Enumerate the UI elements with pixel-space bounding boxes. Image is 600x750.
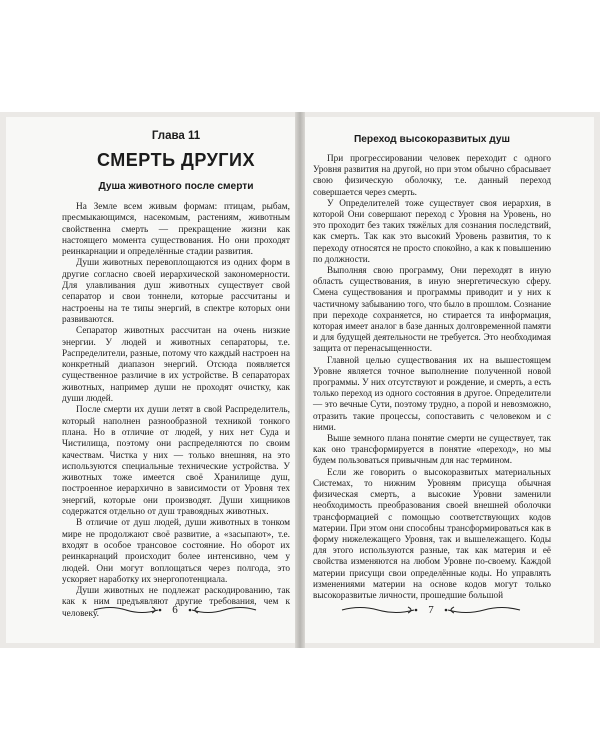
chapter-heading: Глава 11: [151, 130, 201, 142]
flourish-right-icon: [188, 604, 258, 616]
section-title: Душа животного после смерти: [98, 181, 254, 192]
flourish-right-icon: [444, 604, 522, 616]
paragraph: При прогрессировании человек переходит с одного Уровня развития на другой, но при этом обычно сбрасывает свою физическую оболочку, т.е. данный переход совершается через смерть.: [313, 153, 551, 197]
paragraph: У Определителей тоже существует своя иерархия, в которой Они совершают переход с Уровня на Уровень, но это проходит без таких тяжёлых для сознания последствий, как смерть. Так как это высокий Уровень развития, то к переходу относятся не просто спокойно, а как к повышению по должности.: [313, 197, 551, 264]
flourish-left-icon: [340, 604, 418, 616]
left-page-text: [62, 128, 290, 620]
right-page-text: [313, 128, 551, 601]
page-number: 7: [428, 604, 434, 616]
paragraph: После смерти их души летят в свой Распределитель, который наполнен разнообразной техникой тонкого плана. Но в отличие от людей, у них нет Суда и Чистилища, поэтому они распределяются по своим качествам. Чистка у них — только внешняя, на это используются специальные технические устройства. У животных тоже имеется своё Хранилище душ, построенное иерархично в зависимости от Уровня тех энергий, которые они производят. Души хищников содержатся отдельно от душ травоядных животных.: [62, 405, 290, 518]
section-title: Переход высокоразвитых душ: [353, 134, 511, 145]
page-number: 6: [172, 604, 178, 616]
paragraph: Сепаратор животных рассчитан на очень низкие энергии. У людей и животных сепараторы, т.е. Распределители, разные, потому что каждый настроен на конкретный диапазон энергий. Отсюда появляется существенное различие в их устройстве. В сепараторах животных, например души не проходят очистку, как души людей.: [62, 326, 290, 405]
paragraph: Выполняя свою программу, Они переходят в иную область существования, в иную энергетическую сферу. Смена существования и программы приводит и у них к частичному забыванию того, что было в прошлом. Сознание при переходе сохраняется, но стирается та информация, которая имеет аналог в базе данных долговременной памяти и для будущей деятельности не требуется. Это необходимая защита от перенасыщенности.: [313, 265, 551, 354]
paragraph: Если же говорить о высокоразвитых материальных Системах, то нижним Уровням присуща обычная физическая смерть, а высокие Уровни заменили необходимость преобразования своей внешней оболочки трансформацией с помощью соответствующих кодов материи. При этом они способны трансформироваться как в форму нижележащего Уровня, так и вышележащего. Коды для этого используются разные, так как материя и её свойства изменяются на любом Уровне по-своему. Каждой материи присущи свои определённые коды. Но управлять изменениями материи на основе кодов могут только высокоразвитые личности, прошедшие большой: [313, 466, 551, 600]
paragraph: В отличие от душ людей, души животных в тонком мире не продолжают своё развитие, а «засыпают», т.е. входят в особое трансовое состояние. Но оборот их реинкарнаций происходит более интенсивно, чем у людей. Они могут воплощаться через полгода, это ускоряет наработку их энергопотенциала.: [62, 518, 290, 585]
paragraph: Выше земного плана понятие смерти не существует, так как оно трансформируется в понятие «переход», но мы будем пользоваться привычным для нас термином.: [313, 433, 551, 466]
paragraph: На Земле всем живым формам: птицам, рыбам, пресмыкающимся, насекомым, растениям, животным свойственна смерть — прекращение жизни как настоящего момента существования. Но они проходят реинкарнации и определённые стадии развития.: [62, 202, 290, 258]
chapter-title: СМЕРТЬ ДРУГИХ: [97, 150, 255, 170]
paragraph: Души животных не подлежат раскодированию, так как к ним предъявляют другие требования, чем к человеку.: [62, 586, 290, 619]
paragraph: Главной целью существования их на вышестоящем Уровне является точное выполнение полученной новой программы. У них отсутствуют и рождение, и смерть, а есть только переход из одного состояния в другое. Определители — это вечные Сути, поэтому трудно, а порой и невозможно, отразить такие процессы, сопоставить с человеком и с ними.: [313, 354, 551, 432]
left-page-footer: [70, 602, 280, 618]
flourish-left-icon: [92, 604, 162, 616]
right-page-footer: [315, 602, 547, 618]
book-gutter: [295, 112, 305, 648]
paragraph: Души животных перевоплощаются из одних форм в другие согласно своей иерархической закономерности. Для улавливания душ животных существует свой сепаратор и свои тоннели, которые рассчитаны и настроены на те типы энергий, в спектре которых они развиваются.: [62, 258, 290, 325]
